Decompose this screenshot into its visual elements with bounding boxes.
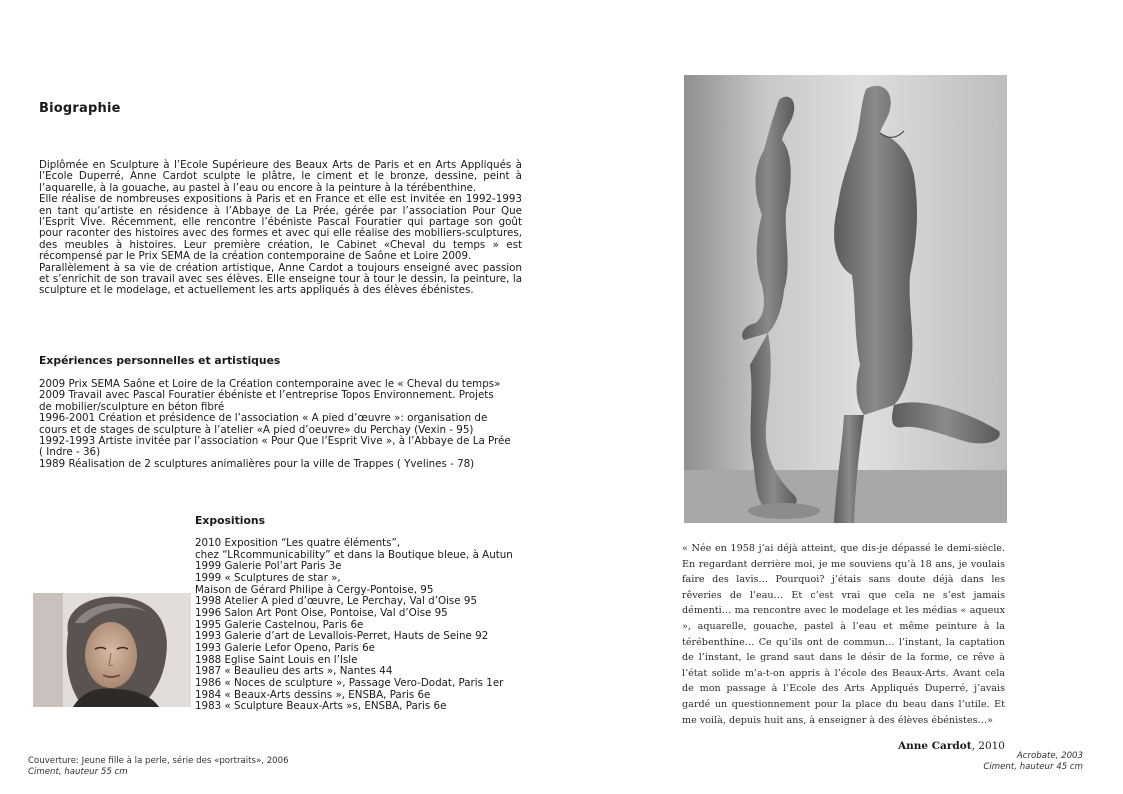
experiences-list xyxy=(39,379,529,470)
list-item: 2009 Travail avec Pascal Fouratier ébéniste et l’entreprise Topos Environnement. Projets xyxy=(39,389,494,402)
list-item: ( Indre - 36) xyxy=(39,446,101,459)
cover-caption xyxy=(28,756,289,777)
experiences-title: Expériences personnelles et artistiques xyxy=(39,354,281,367)
sculpture-caption xyxy=(940,751,1083,772)
list-item: 1992-1993 Artiste invitée par l’association « Pour Que l’Esprit Vive », à l’Abbaye de La Prée xyxy=(39,435,511,448)
list-item: 1988 Eglise Saint Louis en l’Isle xyxy=(195,653,358,666)
quote-author: Anne Cardot xyxy=(897,740,972,752)
sculpture-illustration xyxy=(684,75,1007,523)
biography-paragraph: Elle réalise de nombreuses expositions à Paris et en France et elle est invitée en 1992-1993 en tant qu’artiste en résidence à l’Abbaye de La Prée, gérée par l’association Pour Que l’Esprit Vive. Récemment, elle rencontre l’ébéniste Pascal Fouratier qui partage son goût pour raconter des histoires avec des formes et avec qui elle réalise des mobiliers-sculptures, des meubles à histoires. Leur première création, le Cabinet «Cheval du temps » est récompensé par le Prix SEMA de la création contemporaine de Saône et Loire 2009. xyxy=(39,193,522,263)
cover-caption-line: Ciment, hauteur 55 cm xyxy=(28,766,128,777)
list-item: cours et de stages de sculpture à l’atelier «A pied d’oeuvre» du Perchay (Vexin - 95) xyxy=(39,423,474,436)
list-item: 1989 Réalisation de 2 sculptures animalières pour la ville de Trappes ( Yvelines - 78) xyxy=(39,457,475,470)
biography-paragraph: Diplômée en Sculpture à l’Ecole Supérieure des Beaux Arts de Paris et en Arts Appliqués à l’Ecole Duperré, Anne Cardot sculpte le plâtre, le ciment et le bronze, dessine, peint à l’aquarelle, à la gouache, au pastel à l’eau ou encore à la peinture à la térébenthine. xyxy=(39,159,522,194)
list-item: 1995 Galerie Castelnou, Paris 6e xyxy=(195,618,364,631)
list-item: de mobilier/sculpture en béton fibré xyxy=(39,400,225,413)
list-item: 1999 Galerie Pol’art Paris 3e xyxy=(195,560,342,573)
artist-quote: « Née en 1958 j’ai déjà atteint, que dis-je dépassé le demi-siècle. En regardant derrière moi, je me souviens qu’à 18 ans, je voulais faire des lavis… Pourquoi? j’étais sans doute déjà dans les rêveries de l’eau… Et c’est vrai que cela ne s’est jamais démenti… ma rencontre avec le modelage et les médias « aqueux », aquarelle, gouache, pastel à l’eau et même peinture à la térébenthine… Ce qu’ils ont de commun… l’instant, la captation de l’instant, le grand saut dans le désir de la forme, ce rêve à l’état solide m’a-t-on appris à l’école des Beaux-Arts. Avant cela de mon passage à l’Ecole des Arts Appliqués Duperré, j’avais gardé un questionnement pour la place du beau dans l’utile. Et me voilà, depuis huit ans, à enseigner à des élèves ébénistes…» xyxy=(682,543,1005,726)
list-item: 1996 Salon Art Pont Oise, Pontoise, Val d’Oise 95 xyxy=(195,606,448,619)
portrait-illustration xyxy=(33,593,191,707)
quote-year: , 2010 xyxy=(971,740,1005,752)
list-item: 2010 Exposition “Les quatre éléments”, xyxy=(195,537,401,549)
list-item: 2009 Prix SEMA Saône et Loire de la Création contemporaine avec le « Cheval du temps» xyxy=(39,378,501,390)
list-item: 1987 « Beaulieu des arts », Nantes 44 xyxy=(195,665,393,678)
list-item: 1999 « Sculptures de star », xyxy=(195,571,341,584)
artist-portrait-photo xyxy=(33,593,191,707)
list-item: 1998 Atelier A pied d’œuvre, Le Perchay, Val d’Oise 95 xyxy=(195,595,478,608)
list-item: 1996-2001 Création et présidence de l’association « A pied d’œuvre »: organisation de xyxy=(39,412,488,425)
list-item: Maison de Gérard Philipe à Cergy-Pontoise, 95 xyxy=(195,583,434,596)
list-item: 1993 Galerie Lefor Openo, Paris 6e xyxy=(195,641,376,654)
biography-paragraph: Parallèlement à sa vie de création artistique, Anne Cardot a toujours enseigné avec passion et s’enrichit de son travail avec ses élèves. Elle enseigne tour à tour le dessin, la peinture, la sculpture et le modelage, et actuellement les arts appliqués à des élèves ébénistes. xyxy=(39,261,522,297)
list-item: 1986 « Noces de sculpture », Passage Vero-Dodat, Paris 1er xyxy=(195,676,504,689)
list-item: 1983 « Sculpture Beaux-Arts »s, ENSBA, Paris 6e xyxy=(195,700,447,713)
list-item: 1984 « Beaux-Arts dessins », ENSBA, Paris 6e xyxy=(195,688,431,701)
list-item: chez “LRcommunicability” et dans la Boutique bleue, à Autun xyxy=(195,548,513,561)
expositions-list xyxy=(195,538,530,713)
biography-text xyxy=(39,160,522,297)
sculpture-caption-line: Acrobate, 2003 xyxy=(1016,751,1083,761)
list-item: 1993 Galerie d’art de Levallois-Perret, Hauts de Seine 92 xyxy=(195,630,489,643)
sculpture-caption-line: Ciment, hauteur 45 cm xyxy=(983,761,1083,772)
expositions-title: Expositions xyxy=(195,514,266,527)
sculpture-photo xyxy=(684,75,1007,523)
cover-caption-line: Couverture: Jeune fille à la perle, série des «portraits», 2006 xyxy=(28,756,289,766)
biography-title: Biographie xyxy=(39,101,121,116)
